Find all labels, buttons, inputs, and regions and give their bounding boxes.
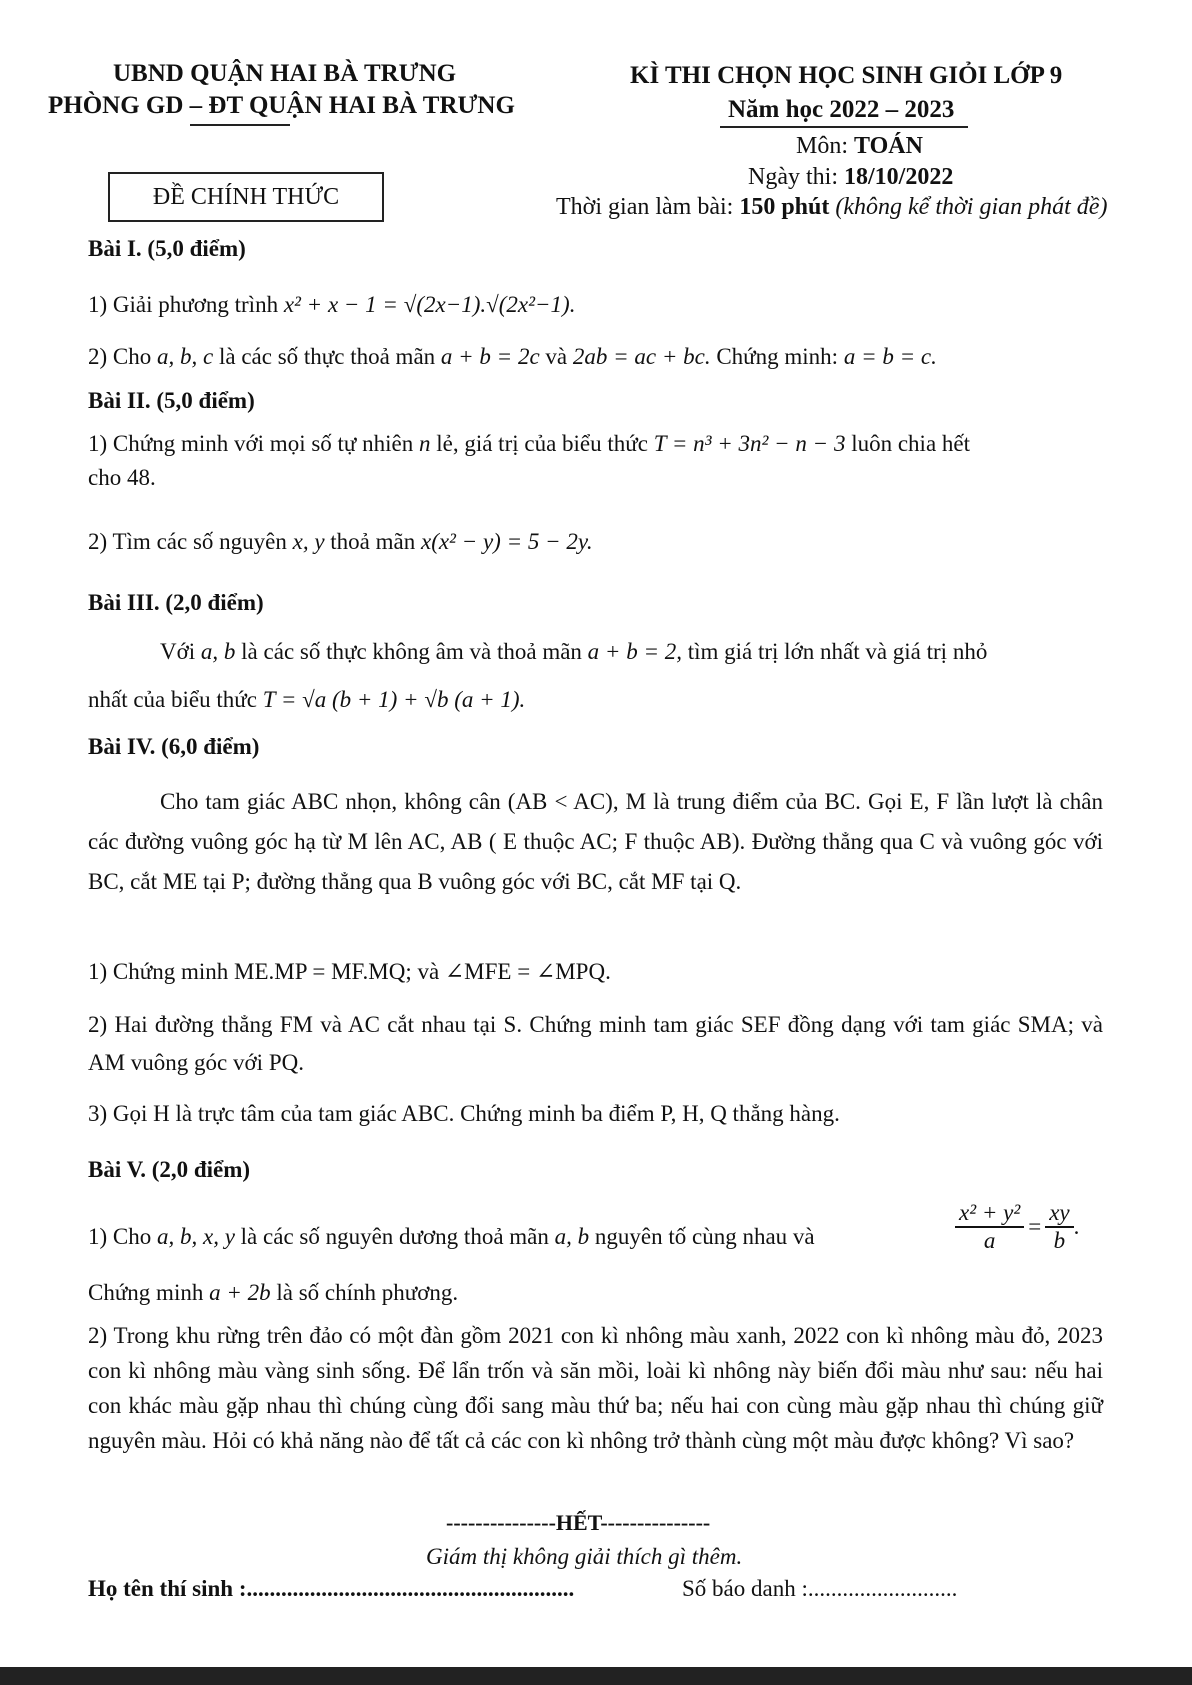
section-2-q1 bbox=[88, 427, 970, 460]
section-3-line1 bbox=[160, 635, 987, 668]
candidate-name-field: Họ tên thí sinh :......................................................... bbox=[88, 1576, 575, 1601]
s2-q1-n: n bbox=[418, 431, 431, 456]
subject-prefix: Môn: bbox=[796, 133, 855, 159]
end-marker: ---------------HẾT--------------- bbox=[446, 1510, 711, 1535]
fraction-1 bbox=[955, 1200, 1024, 1254]
school-year-underline bbox=[720, 126, 968, 128]
s1-q2-and: và bbox=[539, 344, 573, 369]
section-2-q1-line2: cho 48. bbox=[88, 465, 156, 490]
s1-q2-cond2: 2ab = ac + bc. bbox=[572, 344, 711, 369]
s3-l2-expr: T = √a (b + 1) + √b (a + 1). bbox=[262, 687, 526, 712]
section-2-title: Bài II. (5,0 điểm) bbox=[88, 388, 255, 413]
dept-line-1: UBND QUẬN HAI BÀ TRƯNG bbox=[113, 60, 457, 87]
dept-line-2: PHÒNG GD – ĐT QUẬN HAI BÀ TRƯNG bbox=[48, 92, 515, 119]
s1-q2-goal: a = b = c. bbox=[843, 344, 937, 369]
school-year: Năm học 2022 – 2023 bbox=[728, 96, 955, 123]
s5-q1-b: là các số nguyên dương thoả mãn bbox=[234, 1224, 555, 1249]
section-5-q1 bbox=[88, 1220, 815, 1253]
s2-q1-expr: T = n³ + 3n² − n − 3 bbox=[653, 431, 846, 456]
s5-fraction-equation bbox=[955, 1200, 1079, 1254]
s1-q2-mid: là các số thực thoả mãn bbox=[213, 344, 441, 369]
section-4-title: Bài IV. (6,0 điểm) bbox=[88, 734, 260, 759]
s1-q2-prove: Chứng minh: bbox=[710, 344, 844, 369]
time-note: (không kể thời gian phát đề) bbox=[835, 194, 1108, 220]
scan-border bbox=[0, 1667, 1192, 1685]
s3-l1-cond: a + b = 2, bbox=[587, 639, 682, 664]
section-4-intro: Cho tam giác ABC nhọn, không cân (AB < AC), M là trung điểm của BC. Gọi E, F lần lượt là chân các đường vuông góc hạ từ M lên AC, AB ( E thuộc AC; F thuộc AB). Đường thẳng qua C và vuông góc với BC, cắt ME tại P; đường thẳng qua B vuông góc với BC, cắt MF tại Q. bbox=[88, 789, 1103, 894]
period: . bbox=[1073, 1214, 1080, 1239]
official-exam-box bbox=[108, 172, 384, 222]
s3-l1-c: tìm giá trị lớn nhất và giá trị nhỏ bbox=[681, 639, 988, 664]
candidate-id-field: Số báo danh :.......................... bbox=[682, 1576, 958, 1601]
exam-date-prefix: Ngày thi: bbox=[748, 164, 844, 190]
s2-q2-eq: x(x² − y) = 5 − 2y. bbox=[420, 529, 593, 554]
exam-date: 18/10/2022 bbox=[844, 164, 954, 190]
section-1-q1 bbox=[88, 288, 575, 321]
s2-q2-vars: x, y bbox=[292, 529, 325, 554]
s3-l1-vars: a, b bbox=[200, 639, 236, 664]
official-exam-label: ĐỀ CHÍNH THỨC bbox=[152, 183, 340, 210]
time-line bbox=[556, 194, 1107, 221]
s2-q1-c: luôn chia hết bbox=[845, 431, 970, 456]
exam-date-line bbox=[748, 164, 953, 191]
section-5-title: Bài V. (2,0 điểm) bbox=[88, 1157, 251, 1182]
s1-q2-text: 2) Cho bbox=[88, 344, 157, 369]
s5-q1-ab: a, b bbox=[554, 1224, 590, 1249]
section-1-q2 bbox=[88, 340, 937, 373]
s3-l1-b: là các số thực không âm và thoả mãn bbox=[235, 639, 588, 664]
s5-line2-expr: a + 2b bbox=[209, 1280, 271, 1305]
s1-q1-text: 1) Giải phương trình bbox=[88, 292, 284, 317]
subject-line bbox=[796, 133, 923, 160]
section-1-title: Bài I. (5,0 điểm) bbox=[88, 236, 246, 261]
s2-q2-b: thoả mãn bbox=[324, 529, 421, 554]
section-4-q3: 3) Gọi H là trực tâm của tam giác ABC. Chứng minh ba điểm P, H, Q thẳng hàng. bbox=[88, 1101, 840, 1126]
section-2-q2 bbox=[88, 525, 593, 558]
s5-line2-b: là số chính phương. bbox=[270, 1280, 459, 1305]
section-5-q1-line2 bbox=[88, 1276, 458, 1309]
s1-q1-math: x² + x − 1 = √(2x−1).√(2x²−1). bbox=[283, 292, 576, 317]
s1-q2-vars: a, b, c bbox=[157, 344, 214, 369]
fraction-1-denominator: a bbox=[983, 1228, 996, 1253]
equals-sign: = bbox=[1028, 1214, 1042, 1239]
exam-title: KÌ THI CHỌN HỌC SINH GIỎI LỚP 9 bbox=[630, 62, 1063, 89]
section-4-q1: 1) Chứng minh ME.MP = MF.MQ; và ∠MFE = ∠MPQ. bbox=[88, 959, 611, 984]
s5-q1-a: 1) Cho bbox=[88, 1224, 157, 1249]
section-5-q2: 2) Trong khu rừng trên đảo có một đàn gồm 2021 con kì nhông màu xanh, 2022 con kì nhông màu đỏ, 2023 con kì nhông màu vàng sinh sống. Để lẩn trốn và săn mồi, loài kì nhông này biến đổi màu như sau: nếu hai con khác màu gặp nhau thì chúng cùng đổi sang màu thứ ba; nếu hai con cùng màu gặp nhau thì chúng giữ nguyên màu. Hỏi có khả năng nào để tất cả các con kì nhông trở thành cùng một màu được không? Vì sao? bbox=[88, 1323, 1103, 1453]
section-3-title: Bài III. (2,0 điểm) bbox=[88, 590, 264, 615]
time-prefix: Thời gian làm bài: bbox=[556, 194, 740, 220]
s5-q1-c: nguyên tố cùng nhau và bbox=[589, 1224, 815, 1249]
fraction-2 bbox=[1045, 1200, 1073, 1254]
fraction-1-numerator: x² + y² bbox=[959, 1200, 1021, 1225]
s3-l2-a: nhất của biểu thức bbox=[88, 687, 263, 712]
time-value: 150 phút bbox=[739, 194, 830, 220]
s2-q1-a: 1) Chứng minh với mọi số tự nhiên bbox=[88, 431, 419, 456]
s2-q2-a: 2) Tìm các số nguyên bbox=[88, 529, 293, 554]
fraction-2-numerator: xy bbox=[1049, 1200, 1070, 1225]
section-3-line2 bbox=[88, 683, 525, 716]
s1-q2-cond1: a + b = 2c bbox=[440, 344, 540, 369]
s5-q1-vars: a, b, x, y bbox=[157, 1224, 235, 1249]
s3-l1-a: Với bbox=[160, 639, 201, 664]
s5-line2-a: Chứng minh bbox=[88, 1280, 210, 1305]
proctor-note: Giám thị không giải thích gì thêm. bbox=[426, 1544, 743, 1569]
section-4-q2: 2) Hai đường thẳng FM và AC cắt nhau tại S. Chứng minh tam giác SEF đồng dạng với tam giác SMA; và AM vuông góc với PQ. bbox=[88, 1012, 1103, 1075]
dept-underline bbox=[190, 124, 290, 126]
s2-q1-b: lẻ, giá trị của biểu thức bbox=[430, 431, 654, 456]
fraction-2-denominator: b bbox=[1053, 1228, 1066, 1253]
subject-name: TOÁN bbox=[854, 133, 923, 159]
